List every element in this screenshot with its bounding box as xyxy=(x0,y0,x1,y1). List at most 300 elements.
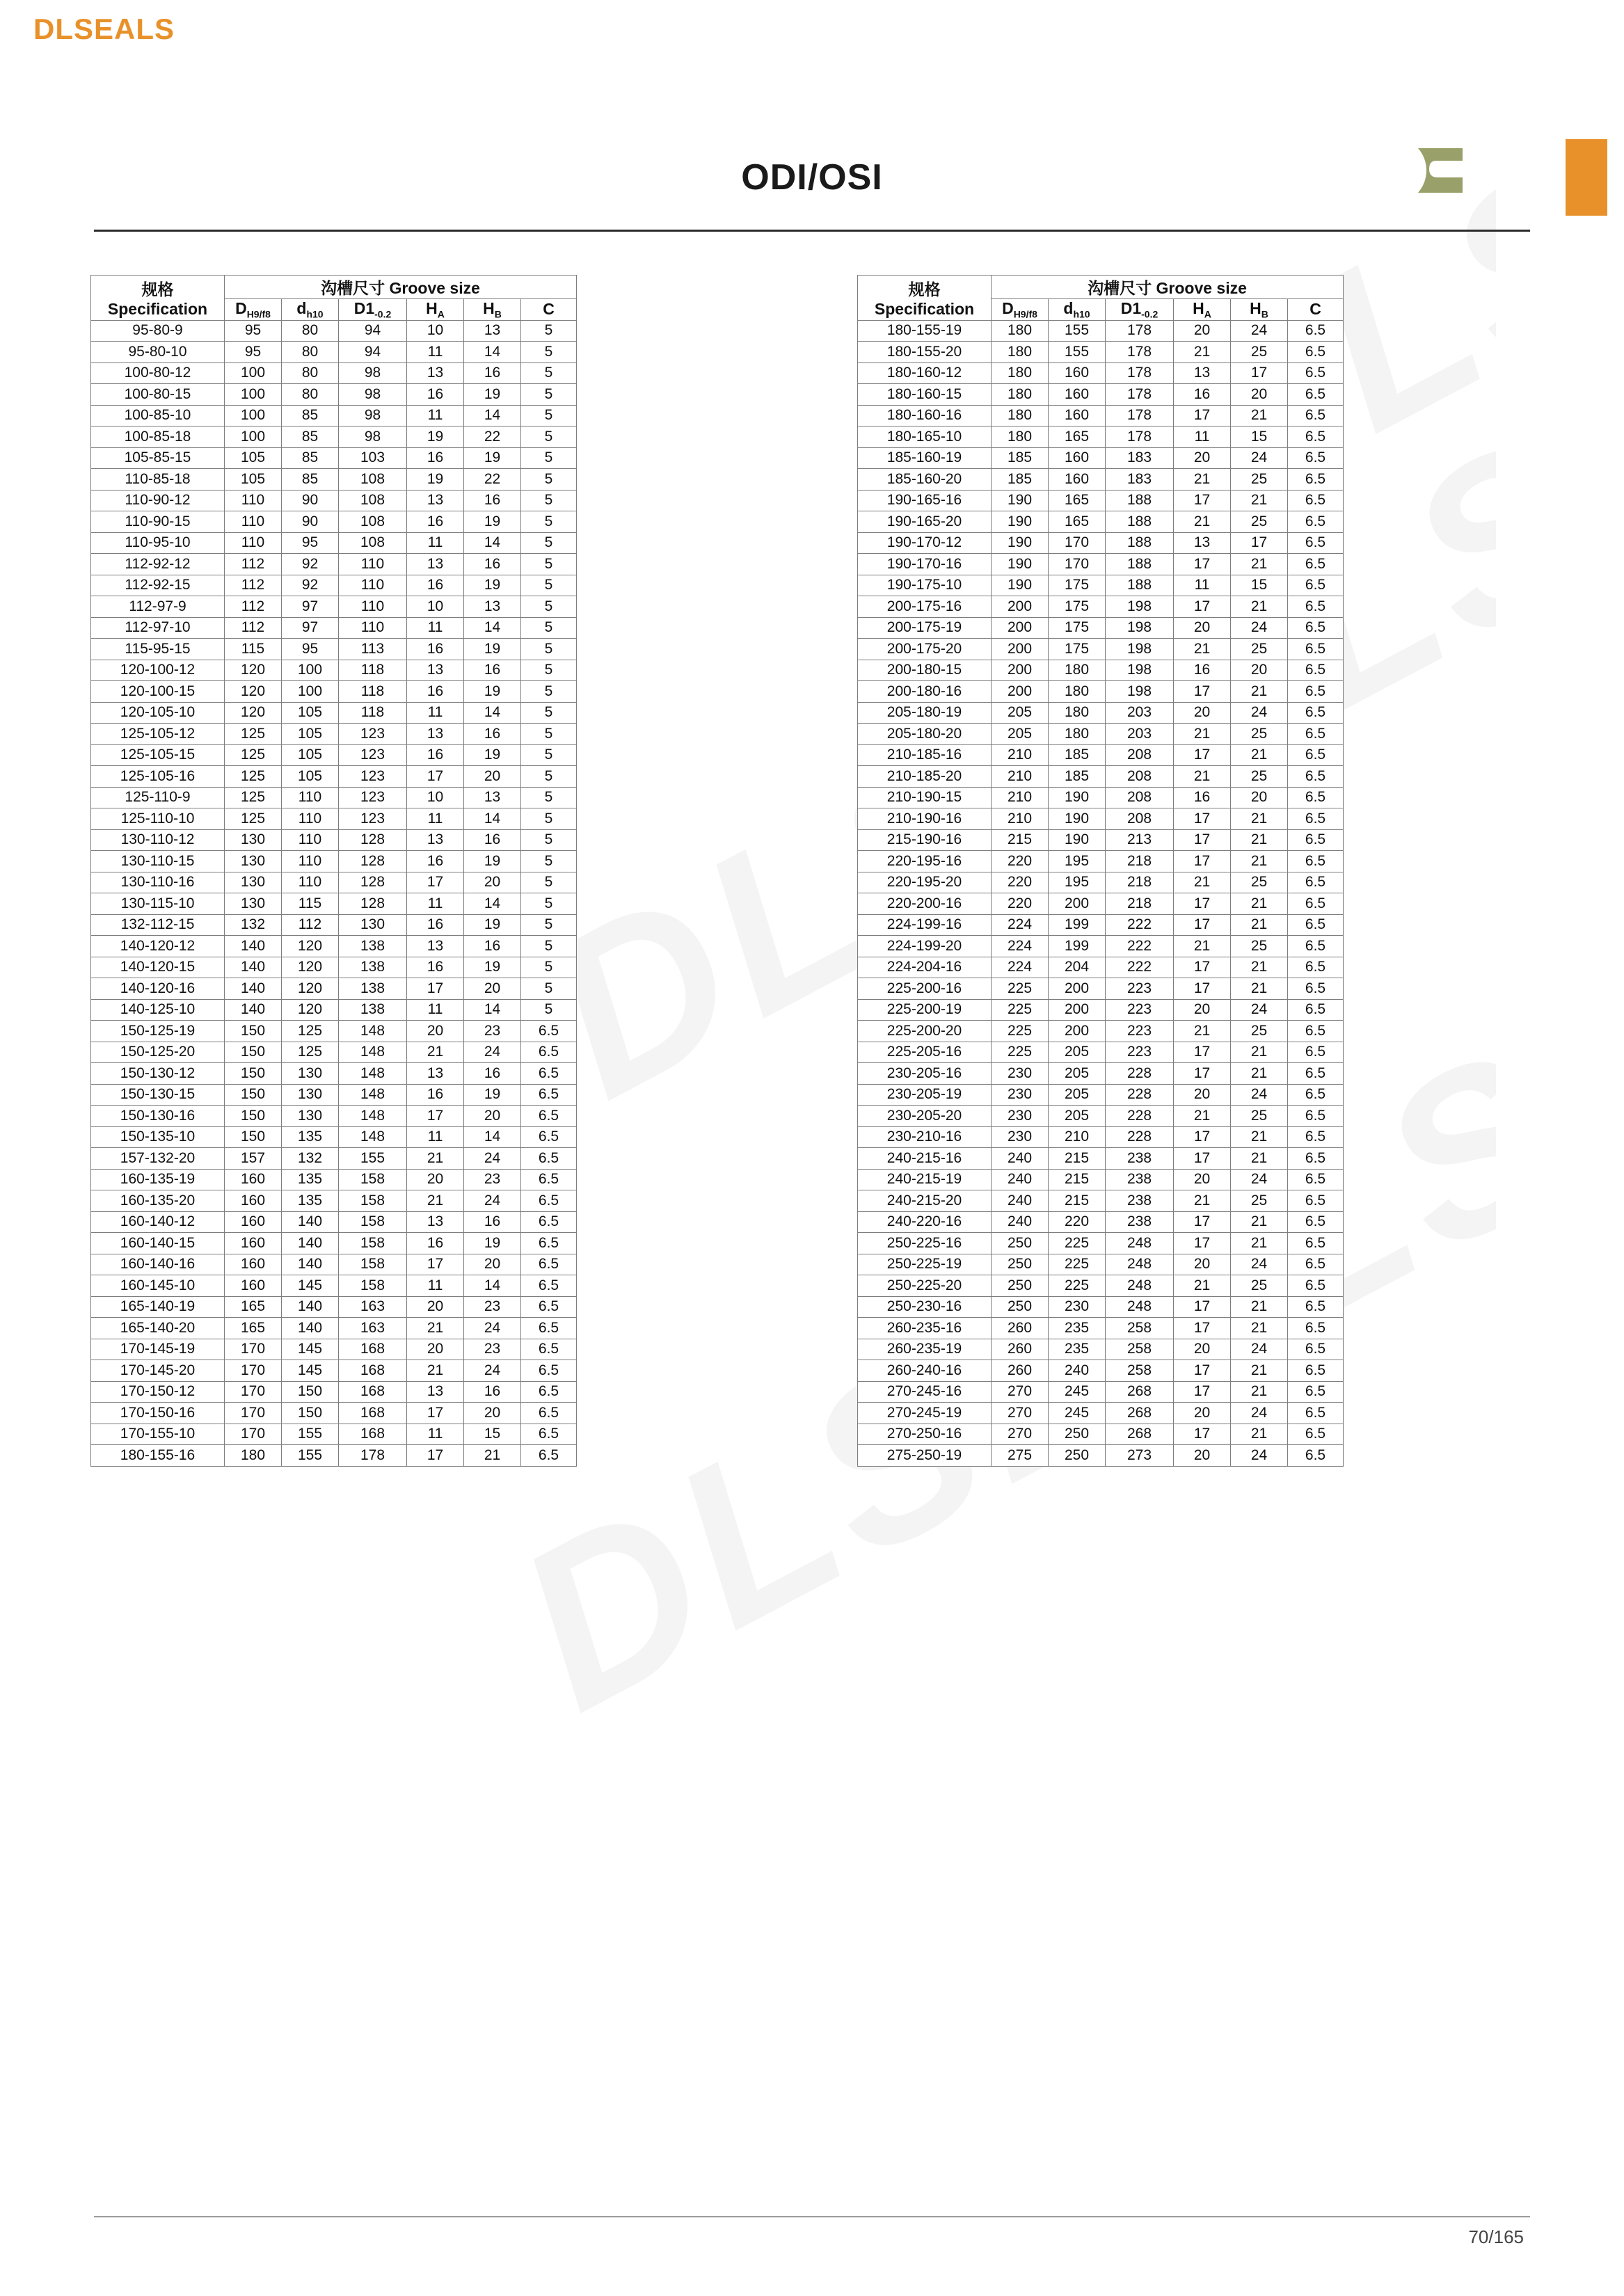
cell-value: 190 xyxy=(992,532,1049,554)
cell-specification: 125-110-9 xyxy=(91,787,225,808)
cell-value: 140 xyxy=(282,1318,339,1339)
cell-value: 228 xyxy=(1106,1063,1174,1085)
cell-value: 13 xyxy=(464,596,521,618)
cell-value: 6.5 xyxy=(521,1275,577,1297)
col-HA: $H_A$ xyxy=(407,299,464,321)
cell-value: 6.5 xyxy=(1288,1381,1344,1403)
cell-value: 6.5 xyxy=(1288,702,1344,724)
cell-value: 199 xyxy=(1049,914,1106,936)
table-row xyxy=(858,1169,1344,1190)
cell-value: 21 xyxy=(1231,1424,1288,1445)
cell-specification: 250-230-16 xyxy=(858,1296,992,1318)
cell-value: 185 xyxy=(992,469,1049,491)
table-row xyxy=(91,936,577,957)
table-row xyxy=(91,1084,577,1106)
cell-value: 16 xyxy=(407,744,464,766)
cell-value: 23 xyxy=(464,1021,521,1042)
table-row xyxy=(858,914,1344,936)
cell-value: 21 xyxy=(1231,1063,1288,1085)
cell-specification: 130-110-16 xyxy=(91,872,225,893)
cell-value: 6.5 xyxy=(1288,744,1344,766)
cell-value: 20 xyxy=(464,1254,521,1275)
table-row xyxy=(91,320,577,342)
cell-value: 218 xyxy=(1106,893,1174,915)
cell-value: 20 xyxy=(407,1339,464,1360)
cell-value: 220 xyxy=(1049,1211,1106,1233)
cell-value: 21 xyxy=(1231,596,1288,618)
cell-value: 190 xyxy=(1049,787,1106,808)
cell-value: 6.5 xyxy=(1288,342,1344,363)
cell-value: 160 xyxy=(1049,447,1106,469)
cell-value: 24 xyxy=(1231,1339,1288,1360)
cell-specification: 200-175-16 xyxy=(858,596,992,618)
cell-value: 20 xyxy=(1231,660,1288,681)
cell-value: 5 xyxy=(521,787,577,808)
cell-specification: 240-220-16 xyxy=(858,1211,992,1233)
cell-specification: 140-125-10 xyxy=(91,999,225,1021)
cell-value: 24 xyxy=(464,1190,521,1212)
cell-value: 6.5 xyxy=(1288,1275,1344,1297)
cell-value: 16 xyxy=(464,1063,521,1085)
table-row xyxy=(858,405,1344,426)
cell-value: 95 xyxy=(225,342,282,363)
footer-divider xyxy=(94,2216,1530,2217)
cell-value: 120 xyxy=(282,936,339,957)
cell-value: 21 xyxy=(407,1042,464,1063)
table-row xyxy=(858,1275,1344,1297)
cell-value: 130 xyxy=(225,893,282,915)
cell-value: 17 xyxy=(407,766,464,788)
cell-specification: 260-235-16 xyxy=(858,1318,992,1339)
cell-value: 19 xyxy=(407,426,464,448)
cell-value: 140 xyxy=(225,978,282,1000)
cell-value: 5 xyxy=(521,914,577,936)
table-row xyxy=(858,342,1344,363)
cell-value: 5 xyxy=(521,660,577,681)
cell-value: 11 xyxy=(1174,575,1231,596)
cell-value: 21 xyxy=(1174,1190,1231,1212)
table-row xyxy=(858,1211,1344,1233)
cell-value: 85 xyxy=(282,405,339,426)
header-groove-size xyxy=(225,276,577,299)
table-row xyxy=(858,1318,1344,1339)
cell-specification: 200-175-19 xyxy=(858,617,992,639)
cell-value: 200 xyxy=(992,639,1049,660)
cell-value: 6.5 xyxy=(1288,1211,1344,1233)
cell-value: 17 xyxy=(1174,1211,1231,1233)
cell-value: 5 xyxy=(521,639,577,660)
cell-specification: 100-80-15 xyxy=(91,384,225,406)
cell-value: 6.5 xyxy=(1288,1021,1344,1042)
cell-value: 20 xyxy=(1174,617,1231,639)
table-row xyxy=(91,851,577,872)
cell-value: 13 xyxy=(407,490,464,511)
cell-value: 235 xyxy=(1049,1339,1106,1360)
cell-value: 5 xyxy=(521,999,577,1021)
cell-value: 120 xyxy=(282,957,339,978)
cell-value: 14 xyxy=(464,702,521,724)
cell-value: 20 xyxy=(464,872,521,893)
table-row xyxy=(91,1275,577,1297)
cell-specification: 205-180-20 xyxy=(858,724,992,745)
cell-value: 100 xyxy=(225,426,282,448)
cell-value: 128 xyxy=(339,872,407,893)
cell-specification: 190-165-20 xyxy=(858,511,992,533)
cell-value: 17 xyxy=(1174,1360,1231,1382)
cell-value: 210 xyxy=(1049,1126,1106,1148)
cell-value: 135 xyxy=(282,1190,339,1212)
cell-value: 13 xyxy=(407,1063,464,1085)
table-row xyxy=(858,660,1344,681)
cell-value: 155 xyxy=(282,1424,339,1445)
cell-value: 21 xyxy=(407,1148,464,1170)
cell-value: 16 xyxy=(464,1211,521,1233)
cell-value: 178 xyxy=(1106,320,1174,342)
col-D1: $D1_{-0.2}$ xyxy=(1106,299,1174,321)
header-specification xyxy=(858,276,992,321)
cell-value: 140 xyxy=(225,957,282,978)
cell-value: 6.5 xyxy=(1288,1063,1344,1085)
cell-value: 20 xyxy=(464,978,521,1000)
cell-value: 260 xyxy=(992,1360,1049,1382)
cell-specification: 150-135-10 xyxy=(91,1126,225,1148)
cell-value: 128 xyxy=(339,893,407,915)
cell-value: 148 xyxy=(339,1063,407,1085)
cell-specification: 132-112-15 xyxy=(91,914,225,936)
table-row xyxy=(91,617,577,639)
cell-value: 110 xyxy=(282,829,339,851)
table-row xyxy=(91,426,577,448)
cell-value: 6.5 xyxy=(521,1106,577,1127)
cell-value: 135 xyxy=(282,1126,339,1148)
cell-value: 215 xyxy=(1049,1190,1106,1212)
cell-value: 98 xyxy=(339,426,407,448)
cell-value: 90 xyxy=(282,511,339,533)
cell-value: 125 xyxy=(282,1042,339,1063)
table-row xyxy=(858,1126,1344,1148)
cell-value: 17 xyxy=(407,1445,464,1467)
cell-value: 25 xyxy=(1231,936,1288,957)
spec-table-left-wrapper xyxy=(90,275,577,1467)
cell-value: 25 xyxy=(1231,469,1288,491)
cell-value: 5 xyxy=(521,447,577,469)
table-row xyxy=(858,724,1344,745)
page-title-block xyxy=(0,157,1624,198)
header-specification-en: Specification xyxy=(107,299,208,318)
table-row xyxy=(91,702,577,724)
cell-value: 19 xyxy=(464,639,521,660)
cell-value: 228 xyxy=(1106,1126,1174,1148)
cell-value: 222 xyxy=(1106,914,1174,936)
cell-value: 16 xyxy=(464,490,521,511)
cell-value: 160 xyxy=(225,1190,282,1212)
cell-value: 190 xyxy=(1049,829,1106,851)
table-row xyxy=(858,1233,1344,1254)
cell-value: 160 xyxy=(225,1254,282,1275)
cell-value: 200 xyxy=(1049,1021,1106,1042)
cell-value: 165 xyxy=(1049,490,1106,511)
cell-value: 6.5 xyxy=(1288,1403,1344,1424)
cell-value: 21 xyxy=(407,1190,464,1212)
cell-value: 14 xyxy=(464,1126,521,1148)
cell-value: 5 xyxy=(521,851,577,872)
cell-value: 21 xyxy=(1231,490,1288,511)
cell-value: 17 xyxy=(407,872,464,893)
cell-value: 21 xyxy=(1231,1148,1288,1170)
cell-specification: 100-85-18 xyxy=(91,426,225,448)
cell-specification: 190-165-16 xyxy=(858,490,992,511)
cell-value: 105 xyxy=(225,447,282,469)
table-row xyxy=(91,554,577,575)
cell-value: 199 xyxy=(1049,936,1106,957)
cell-value: 19 xyxy=(464,575,521,596)
cell-value: 275 xyxy=(992,1445,1049,1467)
cell-value: 155 xyxy=(1049,342,1106,363)
cell-specification: 220-200-16 xyxy=(858,893,992,915)
cell-value: 178 xyxy=(339,1445,407,1467)
cell-specification: 185-160-20 xyxy=(858,469,992,491)
cell-value: 270 xyxy=(992,1424,1049,1445)
cell-value: 150 xyxy=(225,1021,282,1042)
cell-value: 150 xyxy=(225,1084,282,1106)
cell-specification: 95-80-9 xyxy=(91,320,225,342)
cell-value: 6.5 xyxy=(1288,575,1344,596)
cell-value: 85 xyxy=(282,447,339,469)
cell-value: 16 xyxy=(407,851,464,872)
cell-value: 200 xyxy=(992,617,1049,639)
cell-value: 108 xyxy=(339,490,407,511)
seal-profile-icon xyxy=(1412,143,1468,198)
cell-value: 17 xyxy=(1174,893,1231,915)
cell-specification: 210-185-16 xyxy=(858,744,992,766)
cell-value: 123 xyxy=(339,808,407,830)
cell-value: 6.5 xyxy=(1288,639,1344,660)
cell-specification: 160-135-20 xyxy=(91,1190,225,1212)
cell-value: 5 xyxy=(521,554,577,575)
cell-value: 160 xyxy=(1049,469,1106,491)
cell-value: 6.5 xyxy=(1288,596,1344,618)
cell-value: 238 xyxy=(1106,1211,1174,1233)
cell-value: 13 xyxy=(407,829,464,851)
cell-value: 16 xyxy=(464,1381,521,1403)
cell-value: 6.5 xyxy=(521,1169,577,1190)
table-row xyxy=(91,384,577,406)
cell-value: 23 xyxy=(464,1339,521,1360)
cell-value: 230 xyxy=(992,1126,1049,1148)
cell-value: 17 xyxy=(1174,744,1231,766)
cell-value: 105 xyxy=(225,469,282,491)
cell-value: 16 xyxy=(407,639,464,660)
cell-value: 19 xyxy=(464,447,521,469)
table-row xyxy=(858,999,1344,1021)
cell-value: 112 xyxy=(282,914,339,936)
cell-specification: 160-140-16 xyxy=(91,1254,225,1275)
cell-value: 5 xyxy=(521,362,577,384)
table-row xyxy=(91,490,577,511)
cell-value: 13 xyxy=(464,320,521,342)
cell-value: 80 xyxy=(282,320,339,342)
cell-value: 5 xyxy=(521,320,577,342)
cell-value: 16 xyxy=(407,384,464,406)
cell-value: 178 xyxy=(1106,405,1174,426)
table-row xyxy=(91,1445,577,1467)
cell-value: 150 xyxy=(225,1063,282,1085)
cell-value: 16 xyxy=(407,1233,464,1254)
cell-value: 6.5 xyxy=(1288,490,1344,511)
cell-value: 238 xyxy=(1106,1148,1174,1170)
cell-value: 195 xyxy=(1049,851,1106,872)
cell-value: 160 xyxy=(225,1275,282,1297)
cell-value: 175 xyxy=(1049,639,1106,660)
cell-specification: 225-205-16 xyxy=(858,1042,992,1063)
cell-value: 21 xyxy=(1231,744,1288,766)
cell-value: 24 xyxy=(1231,1084,1288,1106)
cell-specification: 180-155-19 xyxy=(858,320,992,342)
table-row xyxy=(858,1254,1344,1275)
cell-value: 19 xyxy=(464,384,521,406)
cell-value: 163 xyxy=(339,1296,407,1318)
cell-value: 135 xyxy=(282,1169,339,1190)
cell-value: 11 xyxy=(407,808,464,830)
cell-value: 128 xyxy=(339,851,407,872)
cell-value: 19 xyxy=(464,1233,521,1254)
cell-value: 19 xyxy=(464,914,521,936)
cell-value: 14 xyxy=(464,532,521,554)
cell-value: 6.5 xyxy=(1288,1233,1344,1254)
cell-value: 185 xyxy=(992,447,1049,469)
cell-specification: 180-165-10 xyxy=(858,426,992,448)
cell-value: 223 xyxy=(1106,978,1174,1000)
cell-value: 20 xyxy=(1174,999,1231,1021)
cell-value: 6.5 xyxy=(1288,893,1344,915)
header-specification-cn: 规格 xyxy=(908,280,941,298)
cell-value: 21 xyxy=(1231,1126,1288,1148)
cell-value: 210 xyxy=(992,766,1049,788)
cell-value: 17 xyxy=(407,978,464,1000)
accent-bar xyxy=(1566,139,1607,216)
cell-value: 24 xyxy=(464,1360,521,1382)
cell-value: 198 xyxy=(1106,617,1174,639)
cell-value: 11 xyxy=(407,1275,464,1297)
cell-value: 230 xyxy=(992,1106,1049,1127)
cell-value: 168 xyxy=(339,1424,407,1445)
cell-value: 17 xyxy=(1174,405,1231,426)
cell-specification: 130-110-12 xyxy=(91,829,225,851)
cell-value: 5 xyxy=(521,744,577,766)
cell-value: 125 xyxy=(225,724,282,745)
cell-value: 14 xyxy=(464,405,521,426)
cell-specification: 110-90-12 xyxy=(91,490,225,511)
cell-value: 123 xyxy=(339,724,407,745)
table-row xyxy=(91,1211,577,1233)
cell-value: 200 xyxy=(992,660,1049,681)
cell-value: 19 xyxy=(464,1084,521,1106)
cell-value: 145 xyxy=(282,1339,339,1360)
table-row xyxy=(858,1424,1344,1445)
cell-value: 125 xyxy=(225,766,282,788)
cell-value: 113 xyxy=(339,639,407,660)
cell-value: 22 xyxy=(464,426,521,448)
cell-value: 188 xyxy=(1106,575,1174,596)
cell-value: 21 xyxy=(1174,469,1231,491)
cell-specification: 210-185-20 xyxy=(858,766,992,788)
cell-value: 180 xyxy=(1049,724,1106,745)
cell-value: 105 xyxy=(282,702,339,724)
cell-value: 85 xyxy=(282,469,339,491)
cell-value: 215 xyxy=(1049,1169,1106,1190)
cell-value: 170 xyxy=(1049,554,1106,575)
cell-value: 20 xyxy=(1174,1339,1231,1360)
cell-value: 6.5 xyxy=(521,1318,577,1339)
table-row xyxy=(858,1339,1344,1360)
cell-value: 190 xyxy=(992,490,1049,511)
cell-value: 17 xyxy=(1174,490,1231,511)
cell-specification: 200-175-20 xyxy=(858,639,992,660)
cell-value: 10 xyxy=(407,320,464,342)
cell-value: 17 xyxy=(1174,808,1231,830)
col-d: $d_{h10}$ xyxy=(1049,299,1106,321)
cell-value: 6.5 xyxy=(1288,660,1344,681)
table-row xyxy=(91,575,577,596)
cell-value: 210 xyxy=(992,787,1049,808)
cell-value: 16 xyxy=(1174,384,1231,406)
cell-value: 125 xyxy=(225,808,282,830)
table-row xyxy=(858,426,1344,448)
cell-value: 15 xyxy=(1231,426,1288,448)
cell-specification: 170-155-10 xyxy=(91,1424,225,1445)
table-row xyxy=(91,893,577,915)
cell-value: 225 xyxy=(1049,1275,1106,1297)
cell-value: 198 xyxy=(1106,660,1174,681)
cell-value: 19 xyxy=(407,469,464,491)
cell-value: 17 xyxy=(1174,681,1231,703)
cell-value: 20 xyxy=(1174,1084,1231,1106)
cell-specification: 230-210-16 xyxy=(858,1126,992,1148)
cell-value: 6.5 xyxy=(1288,1424,1344,1445)
cell-specification: 200-180-15 xyxy=(858,660,992,681)
cell-value: 14 xyxy=(464,342,521,363)
cell-specification: 120-100-15 xyxy=(91,681,225,703)
cell-value: 165 xyxy=(1049,426,1106,448)
table-row xyxy=(858,681,1344,703)
cell-value: 11 xyxy=(407,1424,464,1445)
cell-value: 185 xyxy=(1049,744,1106,766)
cell-specification: 140-120-15 xyxy=(91,957,225,978)
cell-value: 110 xyxy=(339,575,407,596)
spec-table-right xyxy=(857,275,1344,1467)
cell-value: 225 xyxy=(992,1042,1049,1063)
cell-value: 17 xyxy=(1174,1296,1231,1318)
cell-value: 150 xyxy=(225,1042,282,1063)
col-D1: $D1_{-0.2}$ xyxy=(339,299,407,321)
cell-value: 17 xyxy=(1174,978,1231,1000)
cell-value: 21 xyxy=(1174,1106,1231,1127)
cell-value: 190 xyxy=(992,511,1049,533)
cell-value: 223 xyxy=(1106,1042,1174,1063)
cell-value: 195 xyxy=(1049,872,1106,893)
table-row xyxy=(91,724,577,745)
cell-value: 238 xyxy=(1106,1190,1174,1212)
cell-specification: 225-200-16 xyxy=(858,978,992,1000)
table-row xyxy=(91,1106,577,1127)
cell-value: 235 xyxy=(1049,1318,1106,1339)
cell-value: 97 xyxy=(282,617,339,639)
cell-specification: 220-195-16 xyxy=(858,851,992,872)
cell-value: 16 xyxy=(407,1084,464,1106)
cell-value: 110 xyxy=(225,490,282,511)
cell-value: 21 xyxy=(1231,893,1288,915)
cell-value: 200 xyxy=(1049,893,1106,915)
